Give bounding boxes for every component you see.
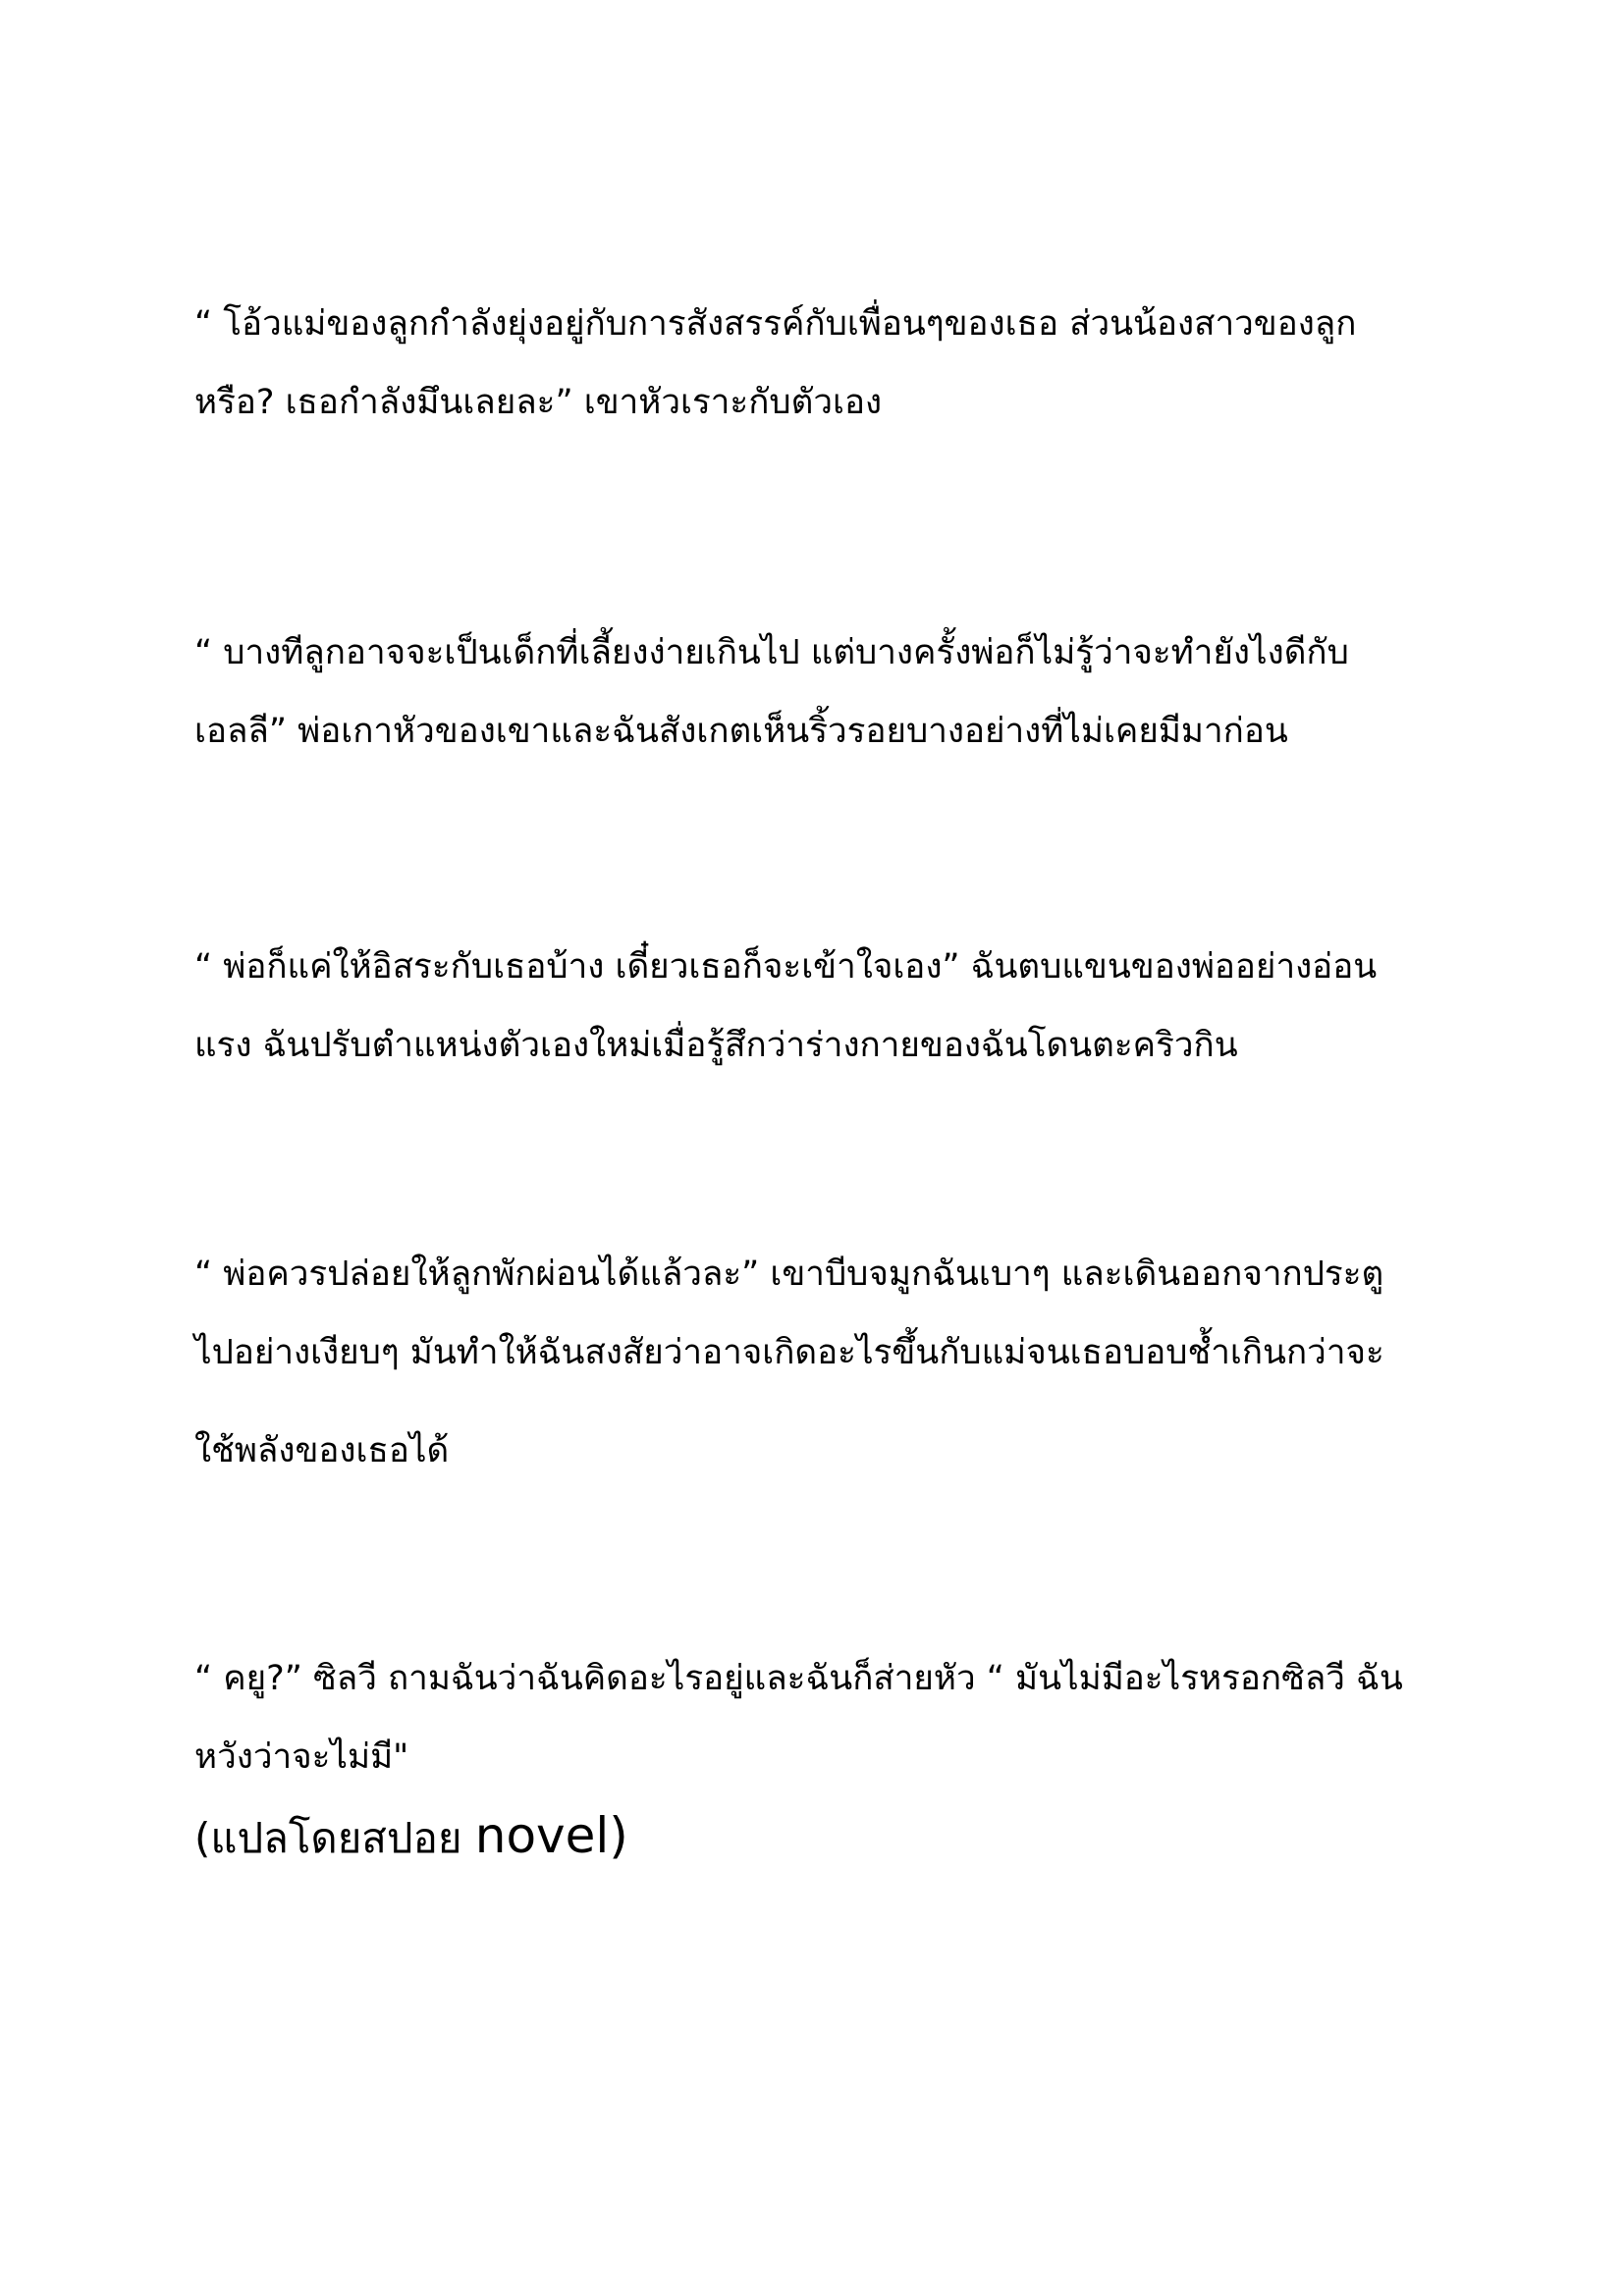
paragraph-line: หรือ? เธอกำลังมึนเลยละ” เขาหัวเราะกับตัวเอง xyxy=(194,383,883,422)
paragraph-line: หวังว่าจะไม่มี" xyxy=(194,1737,409,1777)
paragraph-line: เอลลี” พ่อเกาหัวของเขาและฉันสังเกตเห็นริ้วรอยบางอย่างที่ไม่เคยมีมาก่อน xyxy=(194,712,1288,751)
paragraph-line: ไปอย่างเงียบๆ มันทำให้ฉันสงสัยว่าอาจเกิดอะไรขึ้นกับแม่จนเธอบอบช้ำเกินกว่าจะ xyxy=(194,1333,1384,1372)
paragraph-2 xyxy=(194,623,1441,780)
paragraph-5 xyxy=(194,1649,1441,1806)
paragraph-line: “ คยู?” ซิลวี ถามฉันว่าฉันคิดอะไรอยู่และฉันก็ส่ายหัว “ มันไม่มีอะไรหรอกซิลวี ฉัน xyxy=(194,1659,1403,1698)
paragraph-line: แรง ฉันปรับตำแหน่งตัวเองใหม่เมื่อรู้สึกว่าร่างกายของฉันโดนตะคริวกิน xyxy=(194,1026,1238,1065)
paragraph-line: “ พ่อควรปล่อยให้ลูกพักผ่อนได้แล้วละ” เขาบีบจมูกฉันเบาๆ และเดินออกจากประตู xyxy=(194,1255,1384,1294)
credit-thai-text: (แปลโดยสปอย xyxy=(194,1814,475,1862)
paragraph-3 xyxy=(194,937,1441,1095)
paragraph-4 xyxy=(194,1245,1441,1500)
paragraph-line: “ บางทีลูกอาจจะเป็นเด็กที่เลี้ยงง่ายเกินไป แต่บางครั้งพ่อก็ไม่รู้ว่าจะทำยังไงดีกับ xyxy=(194,633,1349,672)
paragraph-1 xyxy=(194,294,1441,452)
paragraph-line: “ พ่อก็แค่ให้อิสระกับเธอบ้าง เดี๋ยวเธอก็จะเข้าใจเอง” ฉันตบแขนของพ่ออย่างอ่อน xyxy=(194,947,1378,987)
credit-latin-text: novel) xyxy=(474,1807,628,1864)
translator-credit xyxy=(194,1806,628,1868)
paragraph-line: “ โอ้วแม่ของลูกกำลังยุ่งอยู่กับการสังสรรค์กับเพื่อนๆของเธอ ส่วนน้องสาวของลูก xyxy=(194,304,1357,344)
paragraph-line: ใช้พลังของเธอได้ xyxy=(194,1431,450,1470)
